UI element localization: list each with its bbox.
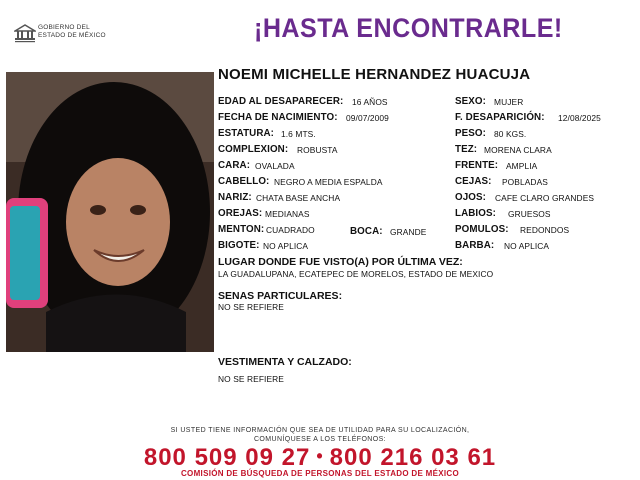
contact-note — [0, 426, 640, 444]
value-ojos: CAFE CLARO GRANDES — [495, 193, 595, 203]
value-complexion: ROBUSTA — [297, 145, 338, 155]
commission-name: COMISIÓN DE BÚSQUEDA DE PERSONAS DEL ESTADO DE MÉXICO — [180, 469, 459, 478]
value-estatura: 1.6 MTS. — [281, 129, 316, 139]
value-pomulos: REDONDOS — [520, 225, 570, 235]
contact-note-line-1: SI USTED TIENE INFORMACIÓN QUE SEA DE UTILIDAD PARA SU LOCALIZACIÓN, — [170, 427, 470, 434]
value-vestimenta: NO SE REFIERE — [218, 374, 284, 384]
value-fecha-nacimiento: 09/07/2009 — [346, 113, 389, 123]
phone-number-1[interactable]: 800 509 09 27 — [143, 444, 311, 471]
label-edad: EDAD AL DESAPARECER: — [218, 96, 344, 107]
label-cara: CARA: — [218, 160, 251, 171]
value-nariz: CHATA BASE ANCHA — [256, 193, 341, 203]
value-fecha-desaparicion: 12/08/2025 — [558, 113, 601, 123]
label-sexo: SEXO: — [455, 96, 486, 107]
label-frente: FRENTE: — [455, 160, 499, 171]
value-sexo: MUJER — [494, 97, 524, 107]
person-name: NOEMI MICHELLE HERNANDEZ HUACUJA — [218, 66, 531, 83]
person-photo — [6, 72, 214, 352]
label-boca: BOCA: — [350, 226, 383, 237]
value-lugar-visto: LA GUADALUPANA, ECATEPEC DE MORELOS, ESTADO DE MEXICO — [218, 269, 494, 279]
value-boca: GRANDE — [390, 227, 427, 237]
value-frente: AMPLIA — [506, 161, 538, 171]
label-lugar-visto: LUGAR DONDE FUE VISTO(A) POR ÚLTIMA VEZ: — [218, 256, 463, 268]
phone-numbers — [0, 444, 640, 472]
label-tez: TEZ: — [455, 144, 478, 155]
label-cejas: CEJAS: — [455, 176, 492, 187]
phone-number-2[interactable]: 800 216 03 61 — [329, 444, 497, 471]
government-name — [38, 24, 106, 40]
label-peso: PESO: — [455, 128, 486, 139]
poster-headline: ¡HASTA ENCONTRARLE! — [254, 13, 563, 43]
value-barba: NO APLICA — [504, 241, 550, 251]
value-orejas: MEDIANAS — [265, 209, 310, 219]
label-vestimenta: VESTIMENTA Y CALZADO: — [218, 356, 352, 368]
government-line-2: ESTADO DE MÉXICO — [38, 32, 106, 39]
value-labios: GRUESOS — [508, 209, 551, 219]
label-pomulos: POMULOS: — [455, 224, 509, 235]
value-edad: 16 AÑOS — [352, 97, 388, 107]
value-cejas: POBLADAS — [502, 177, 548, 187]
label-estatura: ESTATURA: — [218, 128, 275, 139]
label-orejas: OREJAS: — [218, 208, 263, 219]
value-senas-particulares: NO SE REFIERE — [218, 302, 284, 312]
phone-separator: • — [316, 446, 324, 466]
label-bigote: BIGOTE: — [218, 240, 260, 251]
label-fecha-desaparicion: F. DESAPARICIÓN: — [455, 112, 545, 123]
label-labios: LABIOS: — [455, 208, 496, 219]
label-ojos: OJOS: — [455, 192, 486, 203]
label-nariz: NARIZ: — [218, 192, 252, 203]
value-tez: MORENA CLARA — [484, 145, 552, 155]
value-cabello: NEGRO A MEDIA ESPALDA — [274, 177, 383, 187]
label-complexion: COMPLEXION: — [218, 144, 289, 155]
label-fecha-nacimiento: FECHA DE NACIMIENTO: — [218, 112, 338, 123]
government-line-1: GOBIERNO DEL — [38, 24, 90, 31]
label-barba: BARBA: — [455, 240, 495, 251]
label-cabello: CABELLO: — [218, 176, 270, 187]
value-bigote: NO APLICA — [263, 241, 309, 251]
label-menton: MENTON: — [218, 224, 265, 235]
value-cara: OVALADA — [255, 161, 295, 171]
contact-note-line-2: COMUNÍQUESE A LOS TELÉFONOS: — [253, 436, 387, 443]
label-senas-particulares: SENAS PARTICULARES: — [218, 290, 343, 302]
government-logo-icon — [14, 24, 36, 44]
value-peso: 80 KGS. — [494, 129, 527, 139]
value-menton: CUADRADO — [266, 225, 315, 235]
